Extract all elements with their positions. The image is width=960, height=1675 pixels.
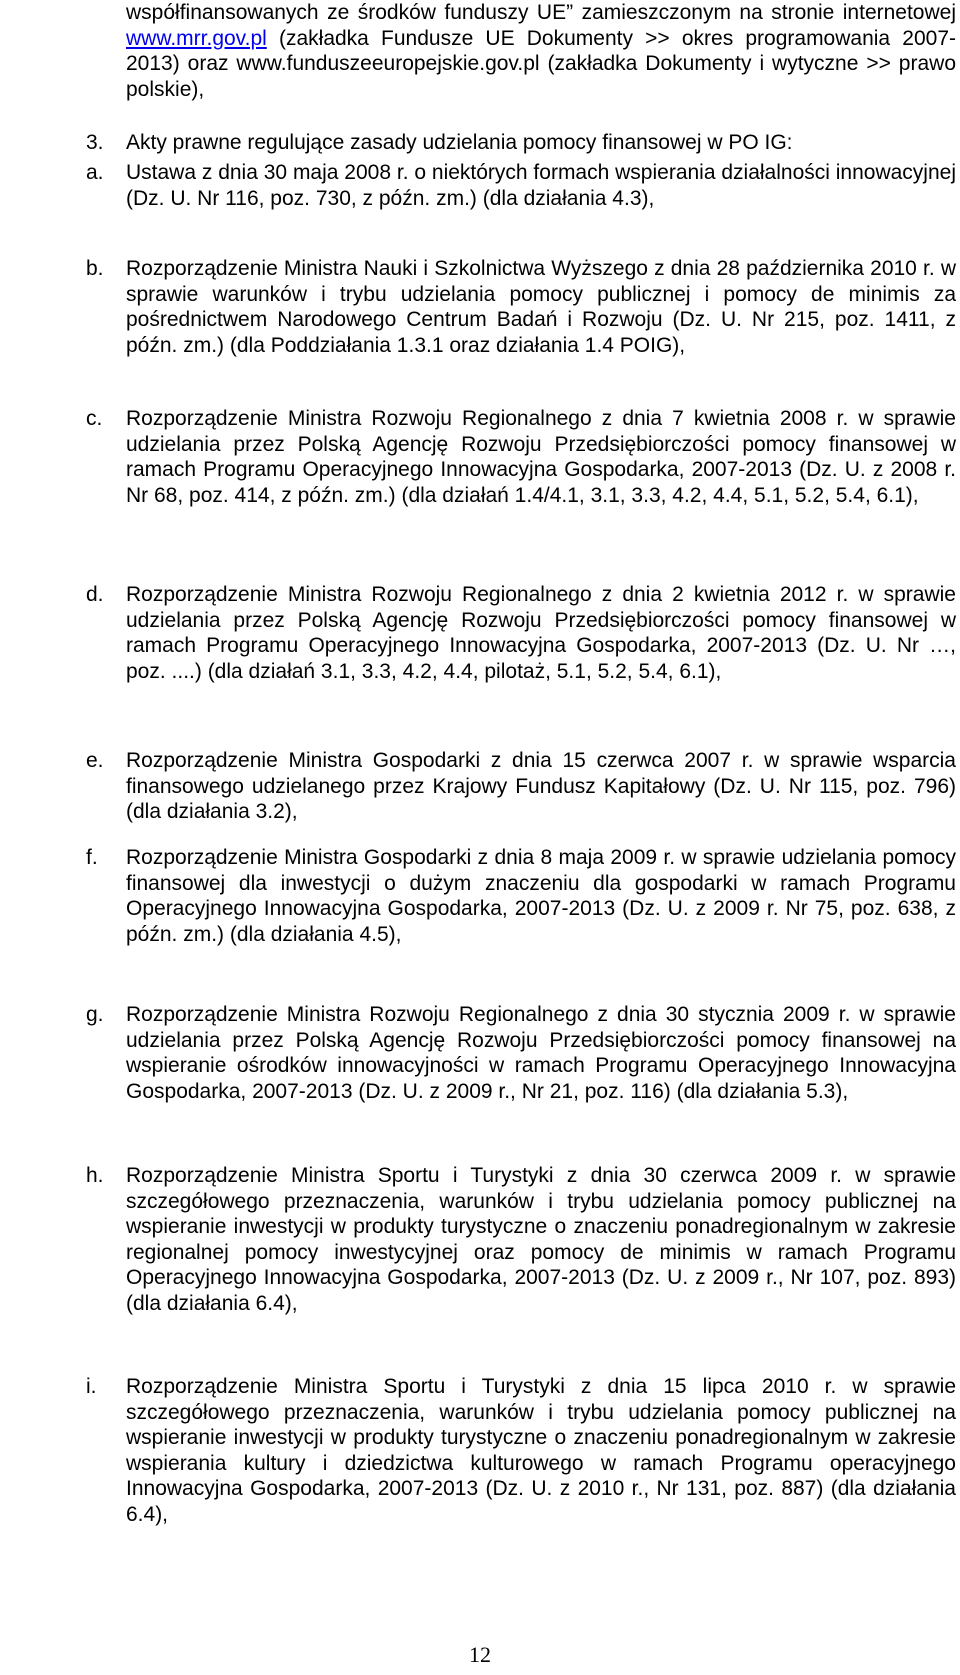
list-marker: d.	[86, 583, 104, 606]
list-item-text: Rozporządzenie Ministra Rozwoju Regionalnego z dnia 30 stycznia 2009 r. w sprawie udzielania przez Polską Agencję Rozwoju Przedsiębiorczości pomocy finansowej na wspieranie ośrodków innowacyjności w ramach Programu Operacyjnego Innowacyjna Gospodarka, 2007-2013 (Dz. U. z 2009 r., Nr 21, poz. 116) (dla działania 5.3),	[126, 1003, 956, 1103]
list-marker: a.	[86, 161, 104, 184]
list-item-text: Rozporządzenie Ministra Nauki i Szkolnictwa Wyższego z dnia 28 października 2010 r. w sprawie warunków i trybu udzielania pomocy publicznej i pomocy de minimis za pośrednictwem Narodowego Centrum Badań i Rozwoju (Dz. U. Nr 215, poz. 1411, z późn. zm.) (dla Poddziałania 1.3.1 oraz działania 1.4 POIG),	[126, 257, 956, 357]
list-marker: f.	[86, 846, 98, 869]
list-item-text: Rozporządzenie Ministra Gospodarki z dnia 8 maja 2009 r. w sprawie udzielania pomocy finansowej dla inwestycji o dużym znaczeniu dla gospodarki w ramach Programu Operacyjnego Innowacyjna Gospodarka, 2007-2013 (Dz. U. z 2009 r. Nr 75, poz. 638, z późn. zm.) (dla działania 4.5),	[126, 846, 956, 946]
list-item-text: Rozporządzenie Ministra Rozwoju Regionalnego z dnia 2 kwietnia 2012 r. w sprawie udzielania przez Polską Agencję Rozwoju Przedsiębiorczości pomocy finansowej w ramach Programu Operacyjnego Innowacyjna Gospodarka, 2007-2013 (Dz. U. Nr …, poz. ....) (dla działań 3.1, 3.3, 4.2, 4.4, pilotaż, 5.1, 5.2, 5.4, 6.1),	[126, 583, 956, 683]
mrr-link[interactable]: www.mrr.gov.pl	[126, 26, 267, 50]
section-number: 3.	[86, 131, 104, 154]
list-item-text: Rozporządzenie Ministra Sportu i Turystyki z dnia 30 czerwca 2009 r. w sprawie szczegółowego przeznaczenia, warunków i trybu udzielania pomocy publicznej na wspieranie inwestycji w produkty turystyczne o znaczeniu ponadregionalnym w zakresie regionalnej pomocy inwestycyjnej oraz pomocy de minimis w ramach Programu Operacyjnego Innowacyjna Gospodarka, 2007-2013 (Dz. U. z 2009 r., Nr 107, poz. 893) (dla działania 6.4),	[126, 1164, 956, 1315]
intro-text-part1: współfinansowanych ze środków funduszy UE” zamieszczonym na stronie internetowej	[126, 1, 956, 24]
list-item-text: Rozporządzenie Ministra Sportu i Turystyki z dnia 15 lipca 2010 r. w sprawie szczegółowego przeznaczenia, warunków i trybu udzielania pomocy publicznej na wspieranie inwestycji w produkty turystyczne o znaczeniu ponadregionalnym w zakresie wspierania kultury i dziedzictwa kulturowego w ramach Programu operacyjnego Innowacyjna Gospodarka, 2007-2013 (Dz. U. z 2010 r., Nr 131, poz. 887) (dla działania 6.4),	[126, 1375, 956, 1526]
list-marker: g.	[86, 1003, 104, 1026]
list-item-text: Ustawa z dnia 30 maja 2008 r. o niektórych formach wspierania działalności innowacyjnej (Dz. U. Nr 116, poz. 730, z późn. zm.) (dla działania 4.3),	[126, 161, 956, 210]
list-item-text: Rozporządzenie Ministra Gospodarki z dnia 15 czerwca 2007 r. w sprawie wsparcia finansowego udzielanego przez Krajowy Fundusz Kapitałowy (Dz. U. Nr 115, poz. 796) (dla działania 3.2),	[126, 749, 956, 823]
page-number: 12	[469, 1642, 491, 1667]
intro-text-part2: (zakładka Fundusze UE Dokumenty >> okres programowania 2007-2013) oraz www.funduszeeuropejskie.gov.pl (zakładka Dokumenty i wytyczne >> prawo polskie),	[126, 26, 956, 101]
list-marker: e.	[86, 749, 104, 772]
list-marker: c.	[86, 407, 103, 430]
section-3-heading	[86, 130, 956, 156]
section-heading-text: Akty prawne regulujące zasady udzielania pomocy finansowej w PO IG:	[126, 131, 793, 154]
list-item-text: Rozporządzenie Ministra Rozwoju Regionalnego z dnia 7 kwietnia 2008 r. w sprawie udzielania przez Polską Agencję Rozwoju Przedsiębiorczości pomocy finansowej w ramach Programu Operacyjnego Innowacyjna Gospodarka, 2007-2013 (Dz. U. z 2008 r. Nr 68, poz. 414, z późn. zm.) (dla działań 1.4/4.1, 3.1, 3.3, 4.2, 4.4, 5.1, 5.2, 5.4, 6.1),	[126, 407, 956, 507]
list-marker: h.	[86, 1164, 104, 1187]
intro-paragraph	[126, 0, 956, 102]
list-marker: b.	[86, 257, 104, 280]
list-marker: i.	[86, 1375, 97, 1398]
